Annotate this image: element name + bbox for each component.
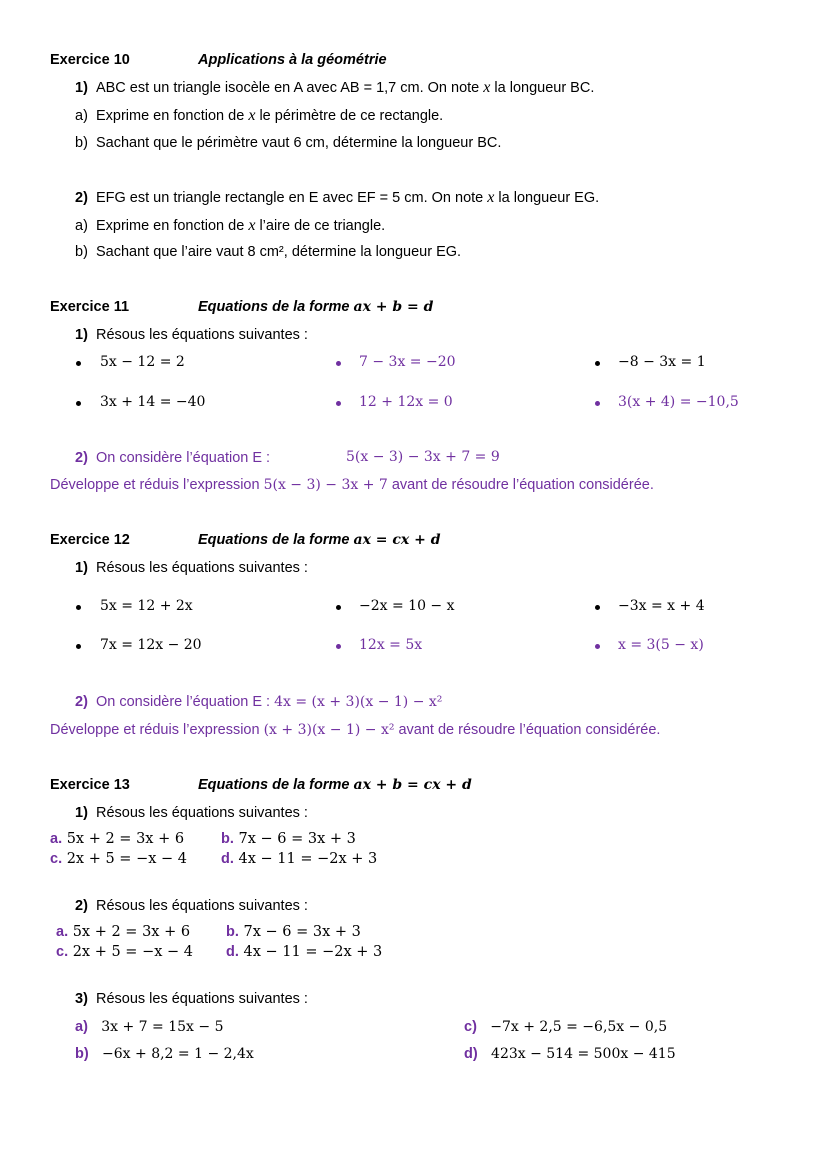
subquestion-text: Sachant que l’aire vaut 8 cm², détermine la longueur EG. [95, 244, 462, 260]
item-letter: d. [226, 944, 239, 960]
ex10-q2b [75, 244, 461, 260]
title-form: ax = cx + d [353, 532, 441, 548]
question-number: 1) [75, 80, 88, 96]
title-form: ax + b = d [353, 299, 434, 315]
bullet [76, 644, 81, 649]
question-text: la longueur EG. [494, 190, 600, 206]
question-number: 2) [75, 898, 88, 914]
ex13-q1-item-d [221, 851, 377, 867]
exercise-13-number: Exercice 13 [50, 777, 130, 793]
ex10-q2a [75, 217, 385, 235]
bullet [76, 605, 81, 610]
question-text: Résous les équations suivantes : [95, 898, 308, 914]
item-letter: a) [75, 1019, 88, 1035]
ex13-q2-item-c [56, 944, 193, 960]
ex13-q1-item-c [50, 851, 187, 867]
question-number: 2) [75, 450, 88, 466]
subquestion-letter: b) [75, 135, 88, 151]
subquestion-text: l’aire de ce triangle. [255, 218, 386, 234]
item-letter: b. [221, 831, 234, 847]
ex13-q1-item-a [50, 831, 184, 847]
equation: 5x − 12 = 2 [100, 354, 185, 370]
equation-e: 4x = (x + 3)(x − 1) − x² [274, 694, 443, 710]
ex10-q2 [75, 189, 599, 207]
item-letter: c) [464, 1019, 477, 1035]
ex11-develop-instruction [50, 477, 654, 493]
equation: 7x − 6 = 3x + 3 [243, 924, 361, 940]
exercise-10-number: Exercice 10 [50, 52, 130, 68]
ex13-q2 [75, 898, 308, 914]
equation: 5x = 12 + 2x [100, 598, 193, 614]
exercise-12-title [198, 531, 441, 549]
equation: 5x + 2 = 3x + 6 [66, 831, 185, 847]
equation: 7x = 12x − 20 [100, 637, 202, 653]
equation: 3(x + 4) = −10,5 [618, 394, 739, 410]
bullet [595, 605, 600, 610]
variable-x: x [483, 79, 491, 96]
bullet [76, 361, 81, 366]
equation: 7x − 6 = 3x + 3 [238, 831, 356, 847]
question-text: Résous les équations suivantes : [95, 327, 308, 343]
instruction-text: avant de résoudre l’équation considérée. [394, 722, 661, 738]
exercise-13-title [198, 776, 472, 794]
equation: 2x + 5 = −x − 4 [72, 944, 193, 960]
question-text: On considère l’équation E : [95, 694, 275, 710]
equation: −2x = 10 − x [359, 598, 455, 614]
ex13-q3-item-d [464, 1045, 676, 1063]
question-number: 3) [75, 991, 88, 1007]
subquestion-text: Exprime en fonction de [95, 108, 249, 124]
ex12-q1 [75, 560, 308, 576]
ex10-q1a [75, 107, 443, 125]
ex10-q1b [75, 135, 501, 151]
item-letter: d. [221, 851, 234, 867]
question-text: Résous les équations suivantes : [95, 805, 308, 821]
subquestion-letter: a) [75, 108, 88, 124]
exercise-12-number: Exercice 12 [50, 532, 130, 548]
ex12-develop-instruction [50, 722, 660, 738]
subquestion-text: Exprime en fonction de [95, 218, 249, 234]
equation: 4x − 11 = −2x + 3 [238, 851, 378, 867]
bullet [336, 605, 341, 610]
item-letter: d) [464, 1046, 478, 1062]
subquestion-letter: b) [75, 244, 88, 260]
question-text: ABC est un triangle isocèle en A avec AB = 1,7 cm. On note [95, 80, 484, 96]
equation: 3x + 7 = 15x − 5 [101, 1019, 224, 1035]
bullet [76, 401, 81, 406]
bullet [595, 361, 600, 366]
exercise-11-number: Exercice 11 [50, 299, 130, 315]
item-letter: b) [75, 1046, 89, 1062]
bullet [336, 401, 341, 406]
subquestion-text: Sachant que le périmètre vaut 6 cm, détermine la longueur BC. [95, 135, 502, 151]
item-letter: b. [226, 924, 239, 940]
ex10-q1 [75, 79, 594, 97]
ex12-q2 [75, 694, 442, 710]
bullet [595, 644, 600, 649]
title-form: ax + b = cx + d [353, 777, 472, 793]
variable-x: x [487, 189, 495, 206]
item-letter: c. [50, 851, 63, 867]
question-number: 1) [75, 805, 88, 821]
equation: 12 + 12x = 0 [359, 394, 453, 410]
ex13-q2-item-a [56, 924, 190, 940]
item-letter: a. [50, 831, 63, 847]
question-number: 1) [75, 327, 88, 343]
question-number: 2) [75, 694, 88, 710]
equation: −8 − 3x = 1 [618, 354, 706, 370]
bullet [336, 361, 341, 366]
ex13-q1-item-b [221, 831, 356, 847]
bullet [595, 401, 600, 406]
item-letter: a. [56, 924, 69, 940]
exercise-11-title [198, 298, 433, 316]
expression: (x + 3)(x − 1) − x² [263, 722, 395, 738]
item-letter: c. [56, 944, 69, 960]
equation: x = 3(5 − x) [618, 637, 704, 653]
equation: −3x = x + 4 [618, 598, 705, 614]
exercise-10-title: Applications à la géométrie [198, 52, 387, 68]
ex11-q1 [75, 327, 308, 343]
ex13-q2-item-d [226, 944, 382, 960]
question-number: 1) [75, 560, 88, 576]
ex13-q3-item-b [75, 1045, 254, 1063]
instruction-text: avant de résoudre l’équation considérée. [387, 477, 654, 493]
equation: 5x + 2 = 3x + 6 [72, 924, 191, 940]
title-text: Equations de la forme [198, 299, 354, 315]
equation: 423x − 514 = 500x − 415 [491, 1046, 676, 1062]
equation: 12x = 5x [359, 637, 423, 653]
variable-x: x [248, 217, 256, 234]
ex13-q3-item-a [75, 1018, 223, 1036]
bullet [336, 644, 341, 649]
instruction-text: Développe et réduis l’expression [50, 477, 264, 493]
equation: 7 − 3x = −20 [359, 354, 456, 370]
question-number: 2) [75, 190, 88, 206]
ex13-q1 [75, 805, 308, 821]
equation: 4x − 11 = −2x + 3 [243, 944, 383, 960]
question-text: On considère l’équation E : [95, 450, 271, 466]
question-text: Résous les équations suivantes : [95, 560, 308, 576]
question-text: EFG est un triangle rectangle en E avec EF = 5 cm. On note [95, 190, 488, 206]
equation: 2x + 5 = −x − 4 [66, 851, 187, 867]
subquestion-text: le périmètre de ce rectangle. [255, 108, 444, 124]
expression: 5(x − 3) − 3x + 7 [263, 477, 388, 493]
title-text: Equations de la forme [198, 532, 354, 548]
subquestion-letter: a) [75, 218, 88, 234]
title-text: Equations de la forme [198, 777, 354, 793]
ex13-q2-item-b [226, 924, 361, 940]
equation: −7x + 2,5 = −6,5x − 0,5 [490, 1019, 668, 1035]
equation: 3x + 14 = −40 [100, 394, 206, 410]
question-text: la longueur BC. [490, 80, 595, 96]
variable-x: x [248, 107, 256, 124]
ex11-q2 [75, 450, 270, 466]
ex13-q3 [75, 991, 308, 1007]
question-text: Résous les équations suivantes : [95, 991, 308, 1007]
ex13-q3-item-c [464, 1018, 667, 1036]
instruction-text: Développe et réduis l’expression [50, 722, 264, 738]
equation-e: 5(x − 3) − 3x + 7 = 9 [346, 449, 500, 465]
equation: −6x + 8,2 = 1 − 2,4x [102, 1046, 254, 1062]
